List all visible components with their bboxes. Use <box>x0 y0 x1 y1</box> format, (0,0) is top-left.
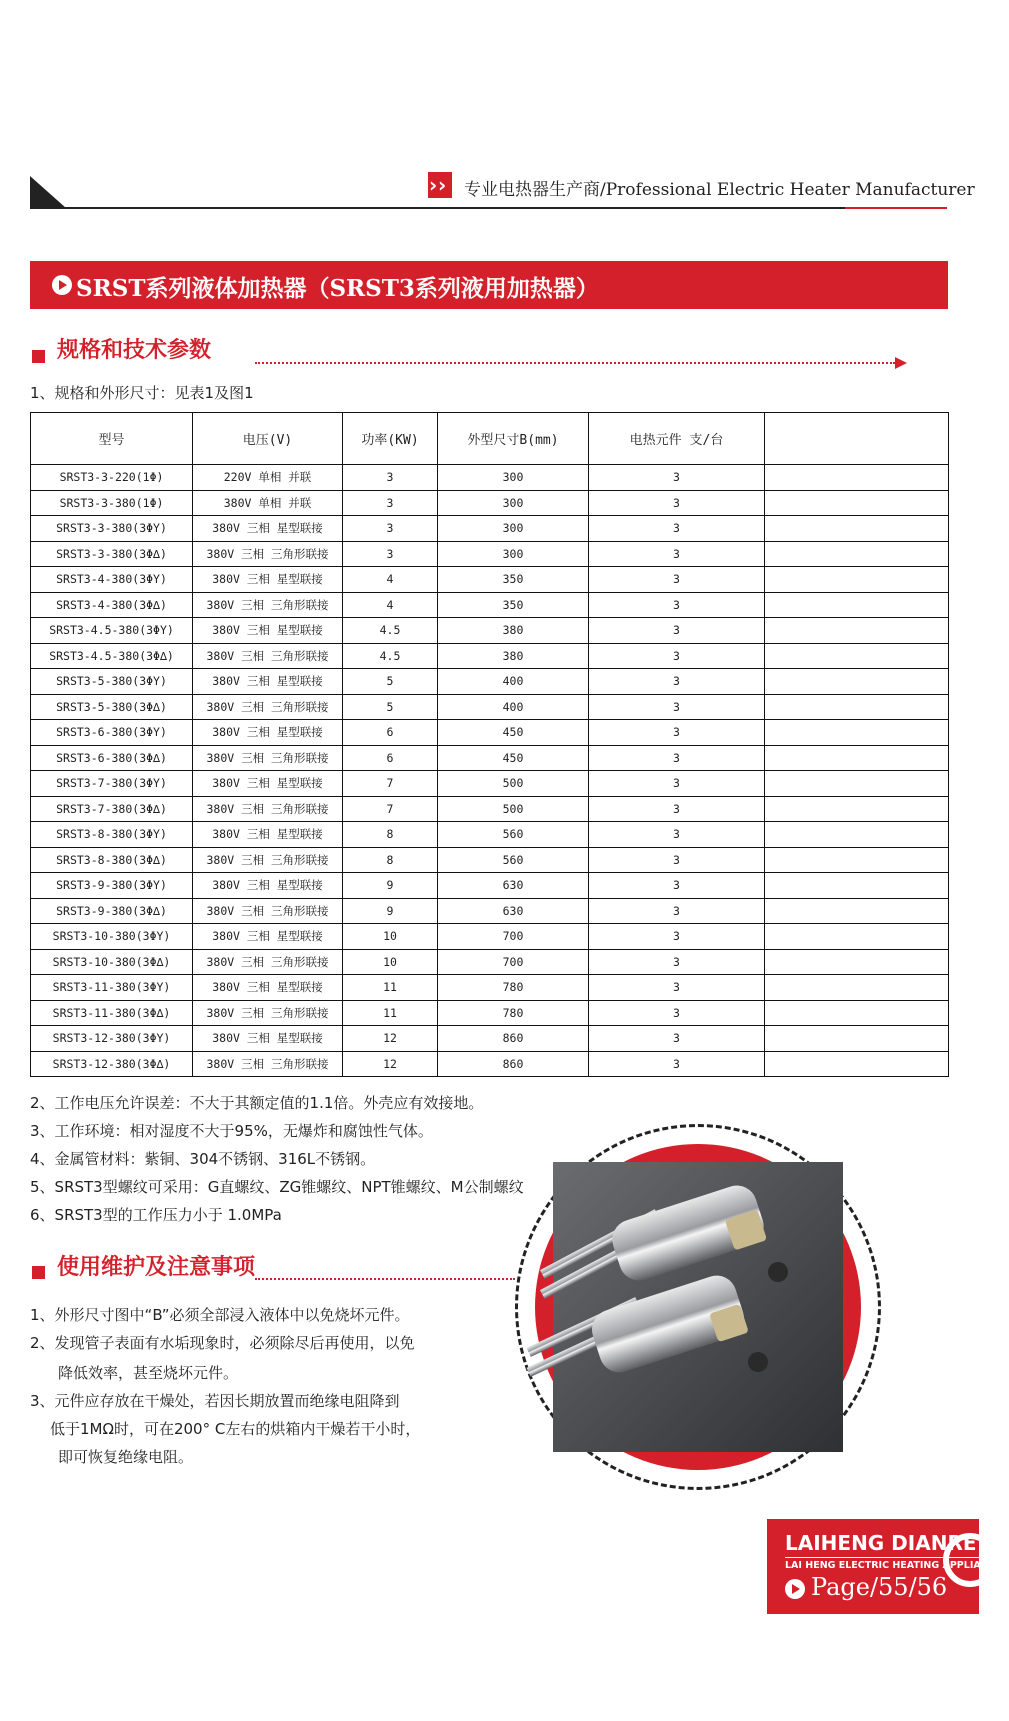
header-tagline: 专业电热器生产商/Professional Electric Heater Manufacturer <box>464 180 975 200</box>
cell-dimension: 400 <box>438 694 589 720</box>
cell-blank <box>765 822 949 848</box>
table-row <box>31 822 949 848</box>
cell-dimension: 400 <box>438 669 589 695</box>
header-power: 功率(KW) <box>343 413 438 465</box>
cell-elements: 3 <box>589 847 765 873</box>
section-title-maintenance: 使用维护及注意事项 <box>57 1254 256 1280</box>
cell-voltage: 380V 三相 星型联接 <box>193 975 343 1001</box>
brand-subtitle: LAI HENG ELECTRIC HEATING APPLIANCES <box>785 1557 1009 1571</box>
cell-power: 9 <box>343 873 438 899</box>
maintenance-item: 1、外形尺寸图中“B”必须全部浸入液体中以免烧坏元件。 <box>30 1306 410 1324</box>
table-row <box>31 567 949 593</box>
cell-model: SRST3-7-380(3ΦY) <box>31 771 193 797</box>
cell-voltage: 380V 三相 星型联接 <box>193 822 343 848</box>
spec-intro: 1、规格和外形尺寸：见表1及图1 <box>30 384 254 402</box>
cell-elements: 3 <box>589 465 765 491</box>
cell-elements: 3 <box>589 490 765 516</box>
maintenance-item: 3、元件应存放在干燥处，若因长期放置而绝缘电阻降到 <box>30 1392 400 1410</box>
section-divider <box>255 1278 515 1280</box>
cell-power: 5 <box>343 694 438 720</box>
cell-voltage: 380V 三相 星型联接 <box>193 516 343 542</box>
cell-blank <box>765 694 949 720</box>
cell-dimension: 300 <box>438 465 589 491</box>
cell-dimension: 350 <box>438 567 589 593</box>
cell-blank <box>765 949 949 975</box>
table-row <box>31 873 949 899</box>
table-row <box>31 796 949 822</box>
cell-power: 10 <box>343 949 438 975</box>
table-row <box>31 949 949 975</box>
cell-voltage: 380V 三相 星型联接 <box>193 669 343 695</box>
cell-model: SRST3-3-220(1Φ) <box>31 465 193 491</box>
cell-elements: 3 <box>589 720 765 746</box>
cell-model: SRST3-8-380(3ΦY) <box>31 822 193 848</box>
cell-model: SRST3-3-380(3ΦY) <box>31 516 193 542</box>
cell-voltage: 380V 三相 三角形联接 <box>193 898 343 924</box>
cell-power: 9 <box>343 898 438 924</box>
cell-voltage: 380V 三相 星型联接 <box>193 567 343 593</box>
header-model: 型号 <box>31 413 193 465</box>
cell-elements: 3 <box>589 796 765 822</box>
cell-dimension: 780 <box>438 975 589 1001</box>
table-row <box>31 669 949 695</box>
cell-blank <box>765 618 949 644</box>
cell-model: SRST3-12-380(3ΦY) <box>31 1026 193 1052</box>
cell-power: 7 <box>343 796 438 822</box>
section-marker-icon <box>32 1266 45 1279</box>
cell-dimension: 350 <box>438 592 589 618</box>
cell-dimension: 300 <box>438 490 589 516</box>
cell-elements: 3 <box>589 771 765 797</box>
spec-table <box>30 412 949 1077</box>
play-circle-icon <box>785 1579 805 1599</box>
cell-model: SRST3-4-380(3ΦY) <box>31 567 193 593</box>
cell-dimension: 450 <box>438 745 589 771</box>
cell-model: SRST3-5-380(3ΦY) <box>31 669 193 695</box>
cell-voltage: 380V 三相 三角形联接 <box>193 949 343 975</box>
cell-blank <box>765 898 949 924</box>
cell-elements: 3 <box>589 516 765 542</box>
cell-model: SRST3-6-380(3ΦY) <box>31 720 193 746</box>
cell-model: SRST3-9-380(3ΦY) <box>31 873 193 899</box>
cell-blank <box>765 873 949 899</box>
cell-model: SRST3-7-380(3Φ∆) <box>31 796 193 822</box>
cell-dimension: 500 <box>438 771 589 797</box>
cell-model: SRST3-3-380(3Φ∆) <box>31 541 193 567</box>
cell-model: SRST3-4.5-380(3Φ∆) <box>31 643 193 669</box>
cell-elements: 3 <box>589 592 765 618</box>
cell-power: 6 <box>343 745 438 771</box>
cell-model: SRST3-4-380(3Φ∆) <box>31 592 193 618</box>
cell-voltage: 380V 三相 星型联接 <box>193 771 343 797</box>
cell-blank <box>765 796 949 822</box>
cell-elements: 3 <box>589 694 765 720</box>
table-row <box>31 924 949 950</box>
cell-dimension: 300 <box>438 516 589 542</box>
cell-voltage: 380V 三相 三角形联接 <box>193 643 343 669</box>
cell-power: 8 <box>343 847 438 873</box>
cell-blank <box>765 1000 949 1026</box>
table-row <box>31 847 949 873</box>
cell-blank <box>765 592 949 618</box>
cell-voltage: 380V 三相 星型联接 <box>193 720 343 746</box>
cell-power: 11 <box>343 1000 438 1026</box>
cell-power: 5 <box>343 669 438 695</box>
cell-model: SRST3-5-380(3Φ∆) <box>31 694 193 720</box>
cell-voltage: 380V 三相 三角形联接 <box>193 592 343 618</box>
brand-name: LAIHENG DIANRE <box>785 1531 977 1555</box>
cell-power: 4 <box>343 567 438 593</box>
cell-blank <box>765 720 949 746</box>
cell-dimension: 300 <box>438 541 589 567</box>
header-voltage: 电压(V) <box>193 413 343 465</box>
table-row <box>31 975 949 1001</box>
cell-power: 10 <box>343 924 438 950</box>
cell-blank <box>765 567 949 593</box>
table-row <box>31 745 949 771</box>
play-circle-icon <box>52 275 72 295</box>
cell-voltage: 380V 三相 星型联接 <box>193 873 343 899</box>
table-row <box>31 898 949 924</box>
cell-voltage: 380V 三相 星型联接 <box>193 618 343 644</box>
cell-dimension: 700 <box>438 924 589 950</box>
cell-model: SRST3-11-380(3Φ∆) <box>31 1000 193 1026</box>
cell-blank <box>765 643 949 669</box>
cell-elements: 3 <box>589 873 765 899</box>
cell-elements: 3 <box>589 898 765 924</box>
section-title-specs: 规格和技术参数 <box>57 337 212 363</box>
cell-elements: 3 <box>589 1000 765 1026</box>
cell-power: 8 <box>343 822 438 848</box>
cell-voltage: 380V 单相 并联 <box>193 490 343 516</box>
cell-power: 3 <box>343 490 438 516</box>
table-header-row <box>31 413 949 465</box>
cell-model: SRST3-12-380(3Φ∆) <box>31 1051 193 1077</box>
cell-voltage: 380V 三相 三角形联接 <box>193 541 343 567</box>
cell-voltage: 380V 三相 星型联接 <box>193 1026 343 1052</box>
product-photo <box>553 1162 843 1452</box>
cell-model: SRST3-11-380(3ΦY) <box>31 975 193 1001</box>
table-row <box>31 490 949 516</box>
section-divider <box>255 362 895 364</box>
cell-model: SRST3-10-380(3Φ∆) <box>31 949 193 975</box>
cell-elements: 3 <box>589 669 765 695</box>
page-title: SRST系列液体加热器（SRST3系列液用加热器） <box>76 275 599 302</box>
maintenance-item: 2、发现管子表面有水垢现象时，必须除尽后再使用，以免 <box>30 1334 415 1352</box>
cell-dimension: 780 <box>438 1000 589 1026</box>
header-divider <box>30 207 848 209</box>
cell-blank <box>765 924 949 950</box>
table-row <box>31 694 949 720</box>
cell-model: SRST3-9-380(3Φ∆) <box>31 898 193 924</box>
note-item: 2、工作电压允许误差：不大于其额定值的1.1倍。外壳应有效接地。 <box>30 1094 484 1112</box>
cell-blank <box>765 541 949 567</box>
table-row <box>31 592 949 618</box>
table-row <box>31 643 949 669</box>
note-item: 6、SRST3型的工作压力小于 1.0MPa <box>30 1206 282 1224</box>
note-item: 5、SRST3型螺纹可采用：G直螺纹、ZG锥螺纹、NPT锥螺纹、M公制螺纹 <box>30 1178 524 1196</box>
table-row <box>31 618 949 644</box>
cell-elements: 3 <box>589 924 765 950</box>
arrow-right-icon <box>895 357 907 369</box>
table-row <box>31 771 949 797</box>
cell-power: 3 <box>343 465 438 491</box>
cell-dimension: 380 <box>438 618 589 644</box>
header-corner-triangle <box>30 176 66 208</box>
table-row <box>31 720 949 746</box>
cell-blank <box>765 465 949 491</box>
maintenance-item: 低于1MΩ时，可在200° C左右的烘箱内干燥若干小时， <box>50 1420 421 1438</box>
cell-blank <box>765 1051 949 1077</box>
cell-power: 3 <box>343 516 438 542</box>
cell-power: 12 <box>343 1051 438 1077</box>
page-number: Page/55/56 <box>811 1573 948 1601</box>
maintenance-item: 即可恢复绝缘电阻。 <box>58 1448 194 1466</box>
cell-blank <box>765 490 949 516</box>
header-elements: 电热元件 支/台 <box>589 413 765 465</box>
cell-elements: 3 <box>589 745 765 771</box>
cell-blank <box>765 847 949 873</box>
cell-dimension: 450 <box>438 720 589 746</box>
table-row <box>31 541 949 567</box>
cell-elements: 3 <box>589 1026 765 1052</box>
cell-blank <box>765 771 949 797</box>
cell-power: 4.5 <box>343 618 438 644</box>
cell-power: 4 <box>343 592 438 618</box>
cell-model: SRST3-3-380(1Φ) <box>31 490 193 516</box>
cell-dimension: 630 <box>438 898 589 924</box>
table-row <box>31 1026 949 1052</box>
cell-elements: 3 <box>589 541 765 567</box>
cell-power: 6 <box>343 720 438 746</box>
table-row <box>31 1051 949 1077</box>
cell-dimension: 500 <box>438 796 589 822</box>
cell-voltage: 380V 三相 三角形联接 <box>193 694 343 720</box>
cell-elements: 3 <box>589 949 765 975</box>
cell-dimension: 700 <box>438 949 589 975</box>
cell-elements: 3 <box>589 822 765 848</box>
cell-voltage: 380V 三相 三角形联接 <box>193 745 343 771</box>
maintenance-item: 降低效率，甚至烧坏元件。 <box>58 1364 239 1382</box>
brand-block <box>767 1519 1009 1614</box>
header-divider-accent <box>845 207 947 209</box>
cell-blank <box>765 516 949 542</box>
cell-voltage: 380V 三相 三角形联接 <box>193 796 343 822</box>
cell-blank <box>765 745 949 771</box>
cell-elements: 3 <box>589 1051 765 1077</box>
table-row <box>31 1000 949 1026</box>
cell-elements: 3 <box>589 618 765 644</box>
cell-dimension: 860 <box>438 1026 589 1052</box>
cell-dimension: 380 <box>438 643 589 669</box>
note-item: 4、金属管材料：紫铜、304不锈钢、316L不锈钢。 <box>30 1150 376 1168</box>
cell-voltage: 220V 单相 并联 <box>193 465 343 491</box>
cell-dimension: 560 <box>438 847 589 873</box>
cell-power: 11 <box>343 975 438 1001</box>
cell-dimension: 630 <box>438 873 589 899</box>
cell-elements: 3 <box>589 643 765 669</box>
cell-blank <box>765 975 949 1001</box>
cell-elements: 3 <box>589 567 765 593</box>
cell-blank <box>765 1026 949 1052</box>
cell-power: 7 <box>343 771 438 797</box>
double-chevron-icon: › › <box>428 172 452 198</box>
cell-dimension: 560 <box>438 822 589 848</box>
table-row <box>31 516 949 542</box>
header-dimension: 外型尺寸B(mm) <box>438 413 589 465</box>
cell-dimension: 860 <box>438 1051 589 1077</box>
cell-elements: 3 <box>589 975 765 1001</box>
cell-model: SRST3-4.5-380(3ΦY) <box>31 618 193 644</box>
header-blank <box>765 413 949 465</box>
cell-blank <box>765 669 949 695</box>
cell-power: 12 <box>343 1026 438 1052</box>
cell-model: SRST3-8-380(3Φ∆) <box>31 847 193 873</box>
section-marker-icon <box>32 350 45 363</box>
note-item: 3、工作环境：相对湿度不大于95%，无爆炸和腐蚀性气体。 <box>30 1122 433 1140</box>
table-row <box>31 465 949 491</box>
cell-voltage: 380V 三相 三角形联接 <box>193 1000 343 1026</box>
cell-model: SRST3-6-380(3Φ∆) <box>31 745 193 771</box>
cell-power: 3 <box>343 541 438 567</box>
cell-model: SRST3-10-380(3ΦY) <box>31 924 193 950</box>
cell-power: 4.5 <box>343 643 438 669</box>
cell-voltage: 380V 三相 三角形联接 <box>193 847 343 873</box>
cell-voltage: 380V 三相 三角形联接 <box>193 1051 343 1077</box>
cell-voltage: 380V 三相 星型联接 <box>193 924 343 950</box>
